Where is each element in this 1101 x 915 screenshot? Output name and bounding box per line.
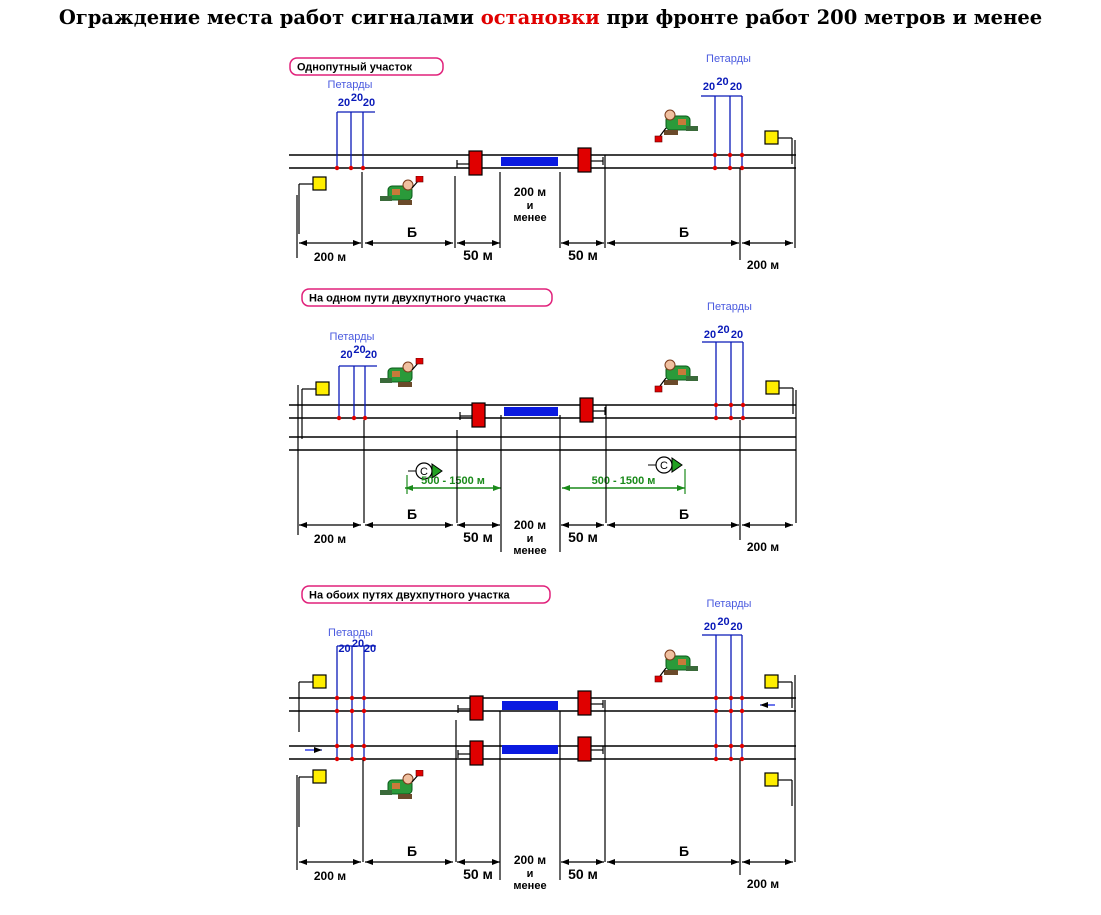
panel-both-tracks-double: [289, 586, 796, 892]
petard-spacing: 20: [717, 324, 730, 336]
petard-dot: [729, 696, 733, 700]
petards-label: Петарды: [328, 627, 373, 639]
dim-label-b: Б: [678, 506, 690, 522]
front-label: менее: [513, 212, 547, 224]
yellow-signal-icon: [316, 382, 329, 395]
petard-dot: [361, 166, 365, 170]
front-label: и: [526, 200, 534, 212]
petard-dot: [740, 153, 744, 157]
stop-signal-icon: [580, 398, 593, 422]
dim-label-50: 50 м: [463, 247, 493, 263]
dim-label-200: 200 м: [746, 877, 780, 891]
whistle-sign-icon: [648, 457, 682, 473]
dim-label-200: 200 м: [313, 532, 347, 546]
front-label: менее: [513, 880, 547, 892]
petard-dot: [352, 416, 356, 420]
dim-label-b: Б: [406, 506, 418, 522]
dim-label-b: Б: [678, 224, 690, 240]
yellow-signal-icon: [766, 381, 779, 394]
petard-dot: [362, 696, 366, 700]
petard-spacing: 20: [337, 97, 351, 109]
petard-dot: [337, 416, 341, 420]
stop-signal-icon: [578, 691, 591, 715]
petard-spacing: 20: [338, 643, 351, 655]
petard-spacing: 20: [717, 616, 730, 628]
dim-label-200: 200 м: [313, 869, 347, 883]
yellow-signal-icon: [313, 770, 326, 783]
petard-dot: [714, 416, 718, 420]
petard-dot: [728, 153, 732, 157]
petard-spacing: 20: [703, 621, 717, 633]
petard-spacing: 20: [702, 81, 716, 93]
petard-dot: [729, 709, 733, 713]
dim-label-200: 200 м: [746, 540, 780, 554]
petard-spacing: 20: [729, 81, 743, 93]
petard-dot: [363, 416, 367, 420]
petards-label: Петарды: [329, 331, 375, 343]
petard-spacing: 20: [351, 638, 365, 650]
stop-signal-icon: [469, 151, 482, 175]
petards-label: Петарды: [706, 598, 752, 610]
petard-dot: [350, 696, 354, 700]
front-label: и: [526, 868, 534, 880]
petard-dot: [729, 744, 733, 748]
work-zone-bar: [502, 701, 558, 710]
stop-signal-icon: [472, 403, 485, 427]
petard-dot: [335, 696, 339, 700]
petard-spacing: 20: [353, 344, 366, 356]
petard-spacing: 20: [703, 329, 717, 341]
signalman-with-flag-icon: [380, 358, 423, 387]
petard-dot: [362, 709, 366, 713]
petard-spacing: 20: [730, 329, 744, 341]
petard-spacing: 20: [730, 621, 743, 633]
front-label: менее: [513, 545, 547, 557]
title-text-end: при фронте работ 200 метров и менее: [599, 6, 1043, 29]
petard-spacing: 20: [364, 349, 378, 361]
panel-single-track: [289, 53, 796, 272]
signalman-with-flag-icon: [655, 360, 698, 392]
front-label: 200 м: [513, 518, 547, 532]
petards-label: Петарды: [706, 53, 751, 65]
title-highlight: остановки: [480, 6, 600, 29]
petard-dot: [728, 166, 732, 170]
caption-text: Однопутный участок: [297, 61, 412, 74]
stop-signal-icon: [578, 148, 591, 172]
dim-label-50: 50 м: [568, 529, 598, 545]
signalman-with-flag-icon: [380, 176, 423, 205]
signalman-with-flag-icon: [380, 770, 423, 799]
petard-dot: [714, 403, 718, 407]
petard-dot: [714, 744, 718, 748]
caption-text: На обоих путях двухпутного участка: [309, 589, 510, 602]
stop-signal-icon: [578, 737, 591, 761]
front-label: 200 м: [513, 853, 547, 867]
yellow-signal-icon: [765, 131, 778, 144]
work-zone-bar: [502, 745, 558, 754]
dim-label-b: Б: [406, 224, 418, 240]
petard-dot: [714, 696, 718, 700]
petard-dot: [729, 403, 733, 407]
front-label: и: [526, 533, 534, 545]
petard-spacing: 20: [350, 92, 364, 104]
petard-dot: [740, 709, 744, 713]
dim-label-b: Б: [678, 843, 690, 859]
caption-text: На одном пути двухпутного участка: [309, 292, 506, 305]
petards-label: Петарды: [327, 79, 373, 91]
petard-dot: [362, 744, 366, 748]
petard-spacing: 20: [363, 643, 377, 655]
stop-signal-icon: [470, 696, 483, 720]
petard-dot: [713, 166, 717, 170]
petard-dot: [741, 416, 745, 420]
yellow-signal-icon: [765, 773, 778, 786]
dim-label-50: 50 м: [463, 529, 493, 545]
dim-label-200: 200 м: [746, 258, 780, 272]
whistle-distance-label: 500 - 1500 м: [421, 475, 485, 487]
signalman-with-flag-icon: [655, 650, 698, 682]
petard-spacing: 20: [340, 349, 353, 361]
dim-label-200: 200 м: [313, 250, 347, 264]
petard-dot: [740, 696, 744, 700]
petard-dot: [714, 709, 718, 713]
front-label: 200 м: [513, 185, 547, 199]
petard-dot: [350, 757, 354, 761]
petard-dot: [349, 166, 353, 170]
panel-one-track-double: [289, 289, 796, 557]
signalman-with-flag-icon: [655, 110, 698, 142]
yellow-signal-icon: [313, 675, 326, 688]
title-text: Ограждение места работ сигналами: [58, 6, 481, 29]
petard-dot: [350, 744, 354, 748]
work-zone-bar: [504, 407, 558, 416]
petard-dot: [741, 403, 745, 407]
petard-dot: [335, 757, 339, 761]
dim-label-50: 50 м: [463, 866, 493, 882]
petard-dot: [335, 709, 339, 713]
petard-dot: [714, 757, 718, 761]
petard-dot: [335, 744, 339, 748]
dim-label-b: Б: [406, 843, 418, 859]
petard-dot: [729, 416, 733, 420]
work-zone-bar: [501, 157, 558, 166]
dim-label-50: 50 м: [568, 866, 598, 882]
whistle-distance-label: 500 - 1500 м: [591, 475, 656, 487]
petard-dot: [713, 153, 717, 157]
petard-dot: [729, 757, 733, 761]
yellow-signal-icon: [765, 675, 778, 688]
petard-spacing: 20: [716, 76, 729, 88]
stop-signal-icon: [470, 741, 483, 765]
yellow-signal-icon: [313, 177, 326, 190]
petard-spacing: 20: [362, 97, 376, 109]
petard-dot: [335, 166, 339, 170]
dim-label-50: 50 м: [568, 247, 598, 263]
petard-dot: [740, 744, 744, 748]
petard-dot: [350, 709, 354, 713]
petards-label: Петарды: [707, 301, 752, 313]
